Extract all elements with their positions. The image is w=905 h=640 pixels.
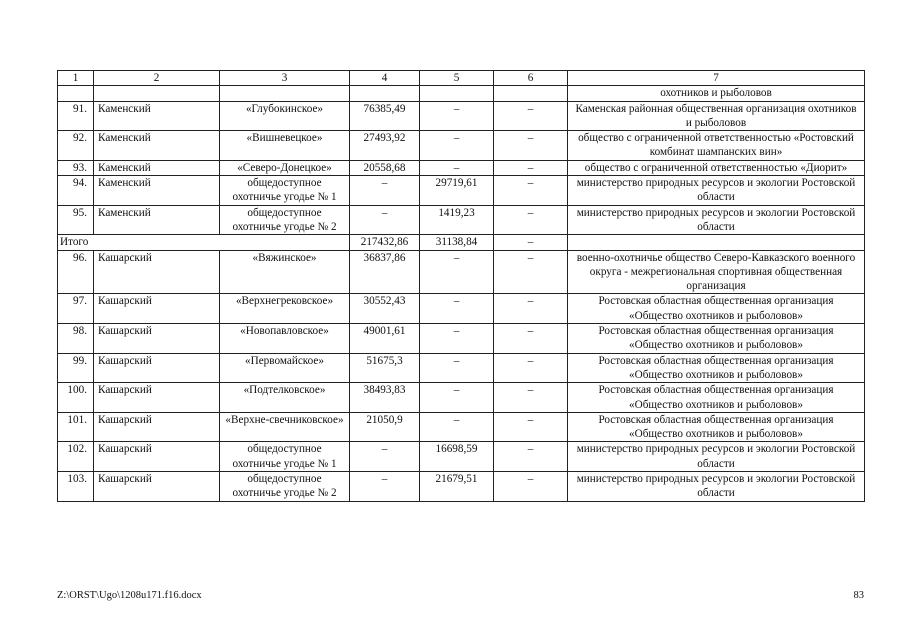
- value-col5: –: [420, 412, 494, 442]
- header-cell: 5: [420, 71, 494, 86]
- organization: Ростовская областная общественная организация «Общество охотников и рыболовов»: [568, 324, 865, 354]
- district: Кашарский: [94, 294, 220, 324]
- table-row: [58, 131, 865, 161]
- district: Кашарский: [94, 442, 220, 472]
- value-col5: 29719,61: [420, 176, 494, 206]
- value-col4: 38493,83: [350, 383, 420, 413]
- district: Каменский: [94, 205, 220, 235]
- organization: общество с ограниченной ответственностью «Диорит»: [568, 160, 865, 175]
- value-col5: –: [420, 324, 494, 354]
- district: Кашарский: [94, 353, 220, 383]
- row-number: 93.: [58, 160, 94, 175]
- ground-name: «Вяжинское»: [220, 250, 350, 294]
- hunting-grounds-table: [57, 70, 865, 502]
- organization: министерство природных ресурсов и экологии Ростовской области: [568, 205, 865, 235]
- row-number: 99.: [58, 353, 94, 383]
- value-col4: 51675,3: [350, 353, 420, 383]
- table-row: [58, 160, 865, 175]
- value-col6: –: [494, 353, 568, 383]
- row-number: 92.: [58, 131, 94, 161]
- organization: министерство природных ресурсов и экологии Ростовской области: [568, 442, 865, 472]
- ground-name: общедоступное охотничье угодье № 2: [220, 205, 350, 235]
- value-col5: –: [420, 250, 494, 294]
- page-number: 83: [853, 590, 864, 601]
- value-col5: –: [420, 131, 494, 161]
- ground-name: «Верхне-свечниковское»: [220, 412, 350, 442]
- total-col6: –: [494, 235, 568, 250]
- organization: Ростовская областная общественная организация «Общество охотников и рыболовов»: [568, 383, 865, 413]
- continuation-text: охотников и рыболовов: [568, 86, 865, 101]
- value-col5: –: [420, 160, 494, 175]
- value-col5: 21679,51: [420, 472, 494, 502]
- organization: министерство природных ресурсов и экологии Ростовской области: [568, 176, 865, 206]
- value-col5: 1419,23: [420, 205, 494, 235]
- table-row: [58, 412, 865, 442]
- ground-name: «Новопавловское»: [220, 324, 350, 354]
- value-col4: –: [350, 205, 420, 235]
- total-label: Итого: [58, 235, 350, 250]
- header-cell: 6: [494, 71, 568, 86]
- district: Каменский: [94, 101, 220, 131]
- header-cell: 2: [94, 71, 220, 86]
- row-number: 95.: [58, 205, 94, 235]
- row-number: 97.: [58, 294, 94, 324]
- table-row: [58, 353, 865, 383]
- table-row: [58, 205, 865, 235]
- value-col5: –: [420, 294, 494, 324]
- value-col5: –: [420, 101, 494, 131]
- total-col4: 217432,86: [350, 235, 420, 250]
- value-col6: –: [494, 412, 568, 442]
- value-col6: –: [494, 131, 568, 161]
- continuation-row: [58, 86, 865, 101]
- value-col5: –: [420, 383, 494, 413]
- ground-name: общедоступное охотничье угодье № 1: [220, 442, 350, 472]
- district: Каменский: [94, 160, 220, 175]
- district: Кашарский: [94, 383, 220, 413]
- value-col4: –: [350, 442, 420, 472]
- organization: Ростовская областная общественная организация «Общество охотников и рыболовов»: [568, 353, 865, 383]
- value-col6: –: [494, 383, 568, 413]
- row-number: 100.: [58, 383, 94, 413]
- ground-name: «Глубокинское»: [220, 101, 350, 131]
- table-row: [58, 250, 865, 294]
- value-col4: 27493,92: [350, 131, 420, 161]
- header-cell: 4: [350, 71, 420, 86]
- value-col4: 36837,86: [350, 250, 420, 294]
- district: Каменский: [94, 131, 220, 161]
- district: Кашарский: [94, 324, 220, 354]
- total-col5: 31138,84: [420, 235, 494, 250]
- table-row: [58, 442, 865, 472]
- header-cell: 3: [220, 71, 350, 86]
- organization: Ростовская областная общественная организация «Общество охотников и рыболовов»: [568, 294, 865, 324]
- row-number: 101.: [58, 412, 94, 442]
- ground-name: «Северо-Донецкое»: [220, 160, 350, 175]
- row-number: 102.: [58, 442, 94, 472]
- value-col5: 16698,59: [420, 442, 494, 472]
- table-row: [58, 383, 865, 413]
- value-col6: –: [494, 250, 568, 294]
- value-col6: –: [494, 176, 568, 206]
- value-col4: –: [350, 176, 420, 206]
- value-col6: –: [494, 160, 568, 175]
- value-col6: –: [494, 472, 568, 502]
- value-col4: 30552,43: [350, 294, 420, 324]
- row-number: 103.: [58, 472, 94, 502]
- table-row: [58, 176, 865, 206]
- value-col6: –: [494, 294, 568, 324]
- header-cell: 1: [58, 71, 94, 86]
- district: Кашарский: [94, 412, 220, 442]
- value-col6: –: [494, 101, 568, 131]
- header-cell: 7: [568, 71, 865, 86]
- column-number-header-row: [58, 71, 865, 86]
- organization: общество с ограниченной ответственностью «Ростовский комбинат шампанских вин»: [568, 131, 865, 161]
- ground-name: «Первомайское»: [220, 353, 350, 383]
- row-number: 98.: [58, 324, 94, 354]
- row-number: 96.: [58, 250, 94, 294]
- value-col4: 76385,49: [350, 101, 420, 131]
- row-number: 91.: [58, 101, 94, 131]
- value-col6: –: [494, 324, 568, 354]
- table-row: [58, 472, 865, 502]
- value-col4: 20558,68: [350, 160, 420, 175]
- row-number: 94.: [58, 176, 94, 206]
- organization: Ростовская областная общественная организация «Общество охотников и рыболовов»: [568, 412, 865, 442]
- value-col4: 49001,61: [350, 324, 420, 354]
- ground-name: «Вишневецкое»: [220, 131, 350, 161]
- ground-name: «Подтелковское»: [220, 383, 350, 413]
- ground-name: «Верхнегрековское»: [220, 294, 350, 324]
- table-row: [58, 101, 865, 131]
- ground-name: общедоступное охотничье угодье № 2: [220, 472, 350, 502]
- table-row: [58, 324, 865, 354]
- district: Кашарский: [94, 472, 220, 502]
- value-col5: –: [420, 353, 494, 383]
- organization: министерство природных ресурсов и экологии Ростовской области: [568, 472, 865, 502]
- organization: военно-охотничье общество Северо-Кавказского военного округа - межрегиональная спортивная общественная организация: [568, 250, 865, 294]
- value-col4: 21050,9: [350, 412, 420, 442]
- document-path: Z:\ORST\Ugo\1208u171.f16.docx: [57, 590, 202, 601]
- value-col4: –: [350, 472, 420, 502]
- district: Каменский: [94, 176, 220, 206]
- district: Кашарский: [94, 250, 220, 294]
- organization: Каменская районная общественная организация охотников и рыболовов: [568, 101, 865, 131]
- total-row: [58, 235, 865, 250]
- ground-name: общедоступное охотничье угодье № 1: [220, 176, 350, 206]
- table-row: [58, 294, 865, 324]
- value-col6: –: [494, 205, 568, 235]
- value-col6: –: [494, 442, 568, 472]
